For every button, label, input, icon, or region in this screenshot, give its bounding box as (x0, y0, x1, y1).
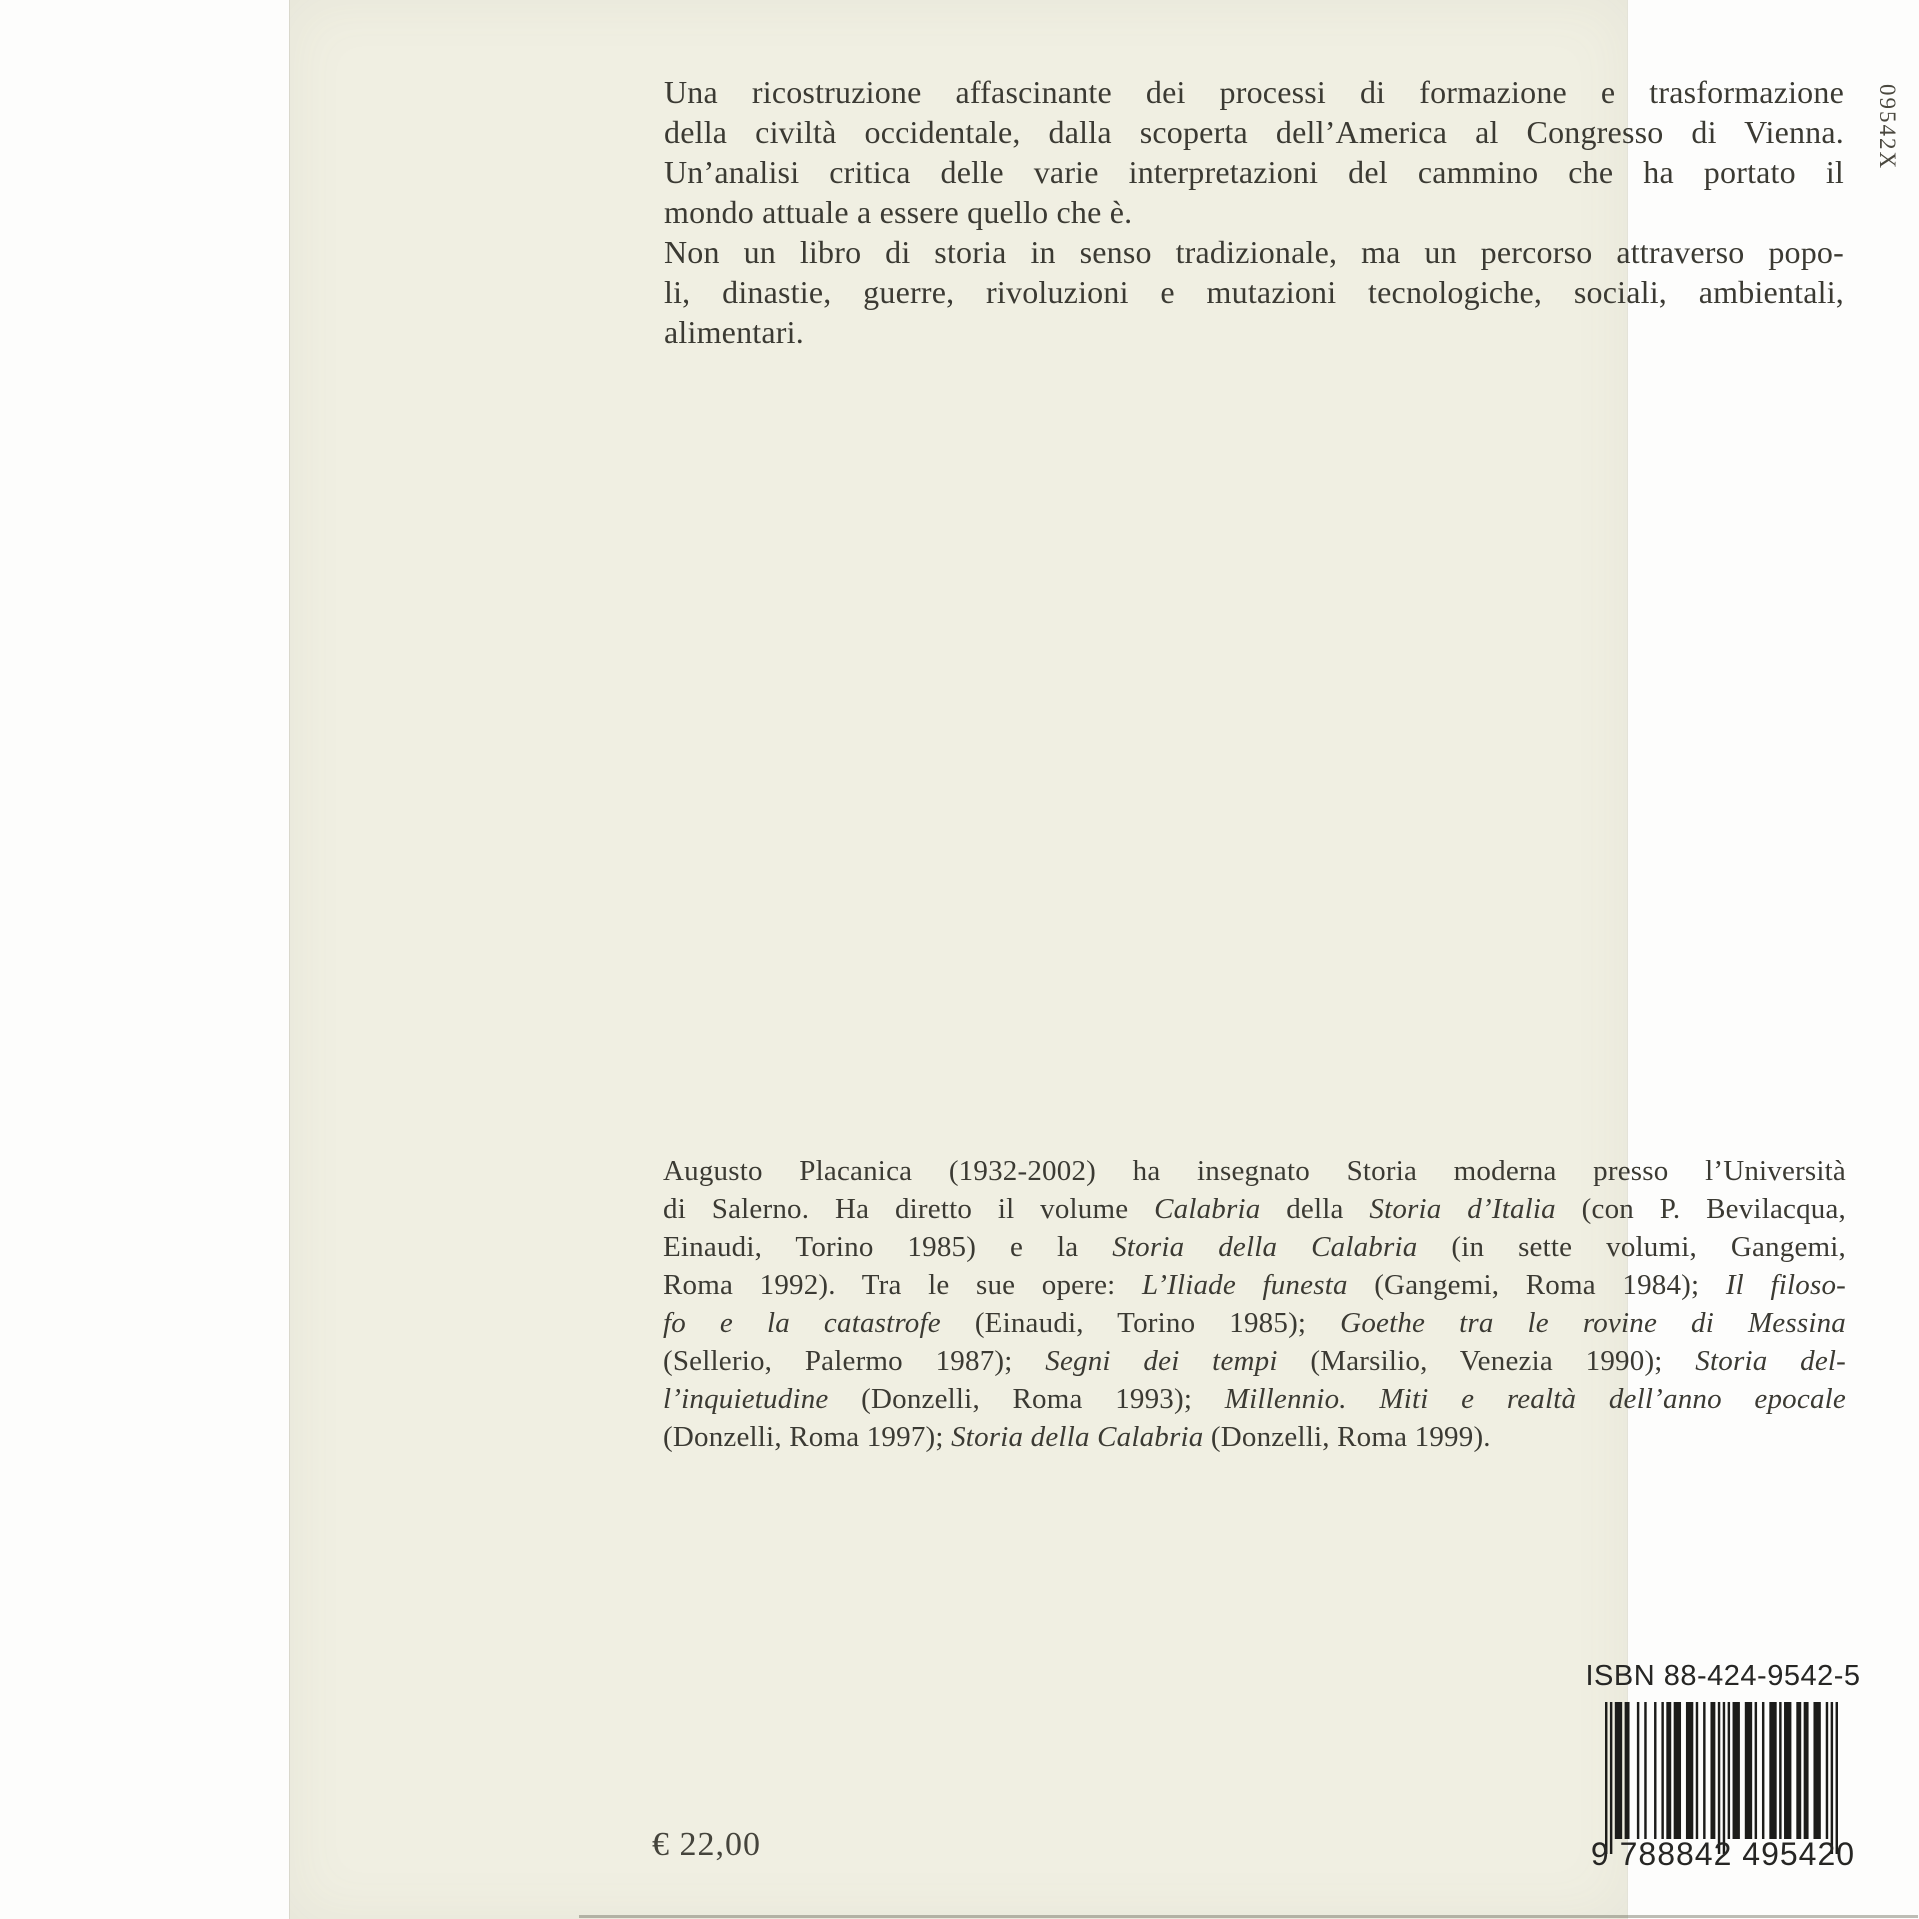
barcode-bar (1654, 1702, 1656, 1839)
isbn-label: ISBN 88-424-9542-5 (1585, 1660, 1861, 1692)
text-line: l’inquietudine (Donzelli, Roma 1993); Millennio. Miti e realtà dell’anno epocale (663, 1383, 1846, 1415)
blurb-paragraph (664, 72, 1844, 352)
text-line: della civiltà occidentale, dalla scoperta dell’America al Congresso di Vienna. (664, 114, 1844, 150)
barcode-bar (1728, 1702, 1730, 1839)
barcode-bar (1661, 1702, 1663, 1839)
barcode-bar (1836, 1702, 1838, 1854)
text-line: Non un libro di storia in senso tradizionale, ma un percorso attraverso popo- (664, 234, 1844, 270)
barcode-bar (1625, 1702, 1630, 1839)
barcode-bar (1779, 1702, 1781, 1839)
text-line: mondo attuale a essere quello che è. (664, 194, 1133, 230)
barcode-bar (1710, 1702, 1715, 1839)
barcode-bar (1637, 1702, 1639, 1839)
text-line: di Salerno. Ha diretto il volume Calabria della Storia d’Italia (con P. Bevilacqua, (663, 1193, 1847, 1225)
ean13-barcode (1605, 1702, 1838, 1854)
barcode-bar (1769, 1702, 1776, 1839)
text-line: Un’analisi critica delle varie interpretazioni del cammino che ha portato il (664, 154, 1844, 190)
barcode-bar (1644, 1702, 1646, 1839)
text-line: Una ricostruzione affascinante dei processi di formazione e trasformazione (664, 74, 1844, 110)
barcode-bar (1696, 1702, 1698, 1839)
back-cover (289, 0, 1900, 1919)
barcode-bar (1733, 1702, 1740, 1839)
barcode-bar (1666, 1702, 1671, 1839)
barcode-bar (1605, 1702, 1607, 1854)
barcode-bar (1674, 1702, 1681, 1839)
text-line: (Sellerio, Palermo 1987); Segni dei tempi (Marsilio, Venezia 1990); Storia del- (663, 1345, 1847, 1377)
text-line: Augusto Placanica (1932-2002) ha insegnato Storia moderna presso l’Università (663, 1155, 1846, 1187)
price: € 22,00 (652, 1826, 761, 1863)
barcode-bar (1610, 1702, 1612, 1854)
barcode-digits: 9 788842 495420 (1590, 1836, 1856, 1872)
barcode-bar (1831, 1702, 1833, 1854)
text-line: Roma 1992). Tra le sue opere: L’Iliade funesta (Gangemi, Roma 1984); Il filoso- (663, 1269, 1846, 1301)
barcode-bar (1745, 1702, 1752, 1839)
scan-bottom-edge (579, 1915, 1918, 1918)
text-line: li, dinastie, guerre, rivoluzioni e mutazioni tecnologiche, sociali, ambientali, (664, 274, 1844, 310)
barcode-bar (1762, 1702, 1764, 1839)
barcode-bar (1723, 1702, 1725, 1854)
spine-code: 09542X (1875, 83, 1900, 171)
text-line: (Donzelli, Roma 1997); Storia della Calabria (Donzelli, Roma 1999). (663, 1421, 1491, 1453)
barcode-bar (1826, 1702, 1828, 1839)
barcode-bar (1813, 1702, 1820, 1839)
text-line: Einaudi, Torino 1985) e la Storia della Calabria (in sette volumi, Gangemi, (663, 1231, 1846, 1263)
barcode-bar (1784, 1702, 1791, 1839)
author-bio-paragraph (663, 1152, 1846, 1456)
text-line: alimentari. (664, 314, 804, 350)
text-line: fo e la catastrofe (Einaudi, Torino 1985); Goethe tra le rovine di Messina (663, 1307, 1847, 1339)
barcode-bar (1804, 1702, 1809, 1839)
barcode-bar (1703, 1702, 1705, 1839)
barcode-bar (1615, 1702, 1622, 1839)
barcode-bar (1796, 1702, 1801, 1839)
barcode-bar (1718, 1702, 1720, 1854)
barcode-bar (1686, 1702, 1693, 1839)
barcode-bar (1755, 1702, 1757, 1839)
